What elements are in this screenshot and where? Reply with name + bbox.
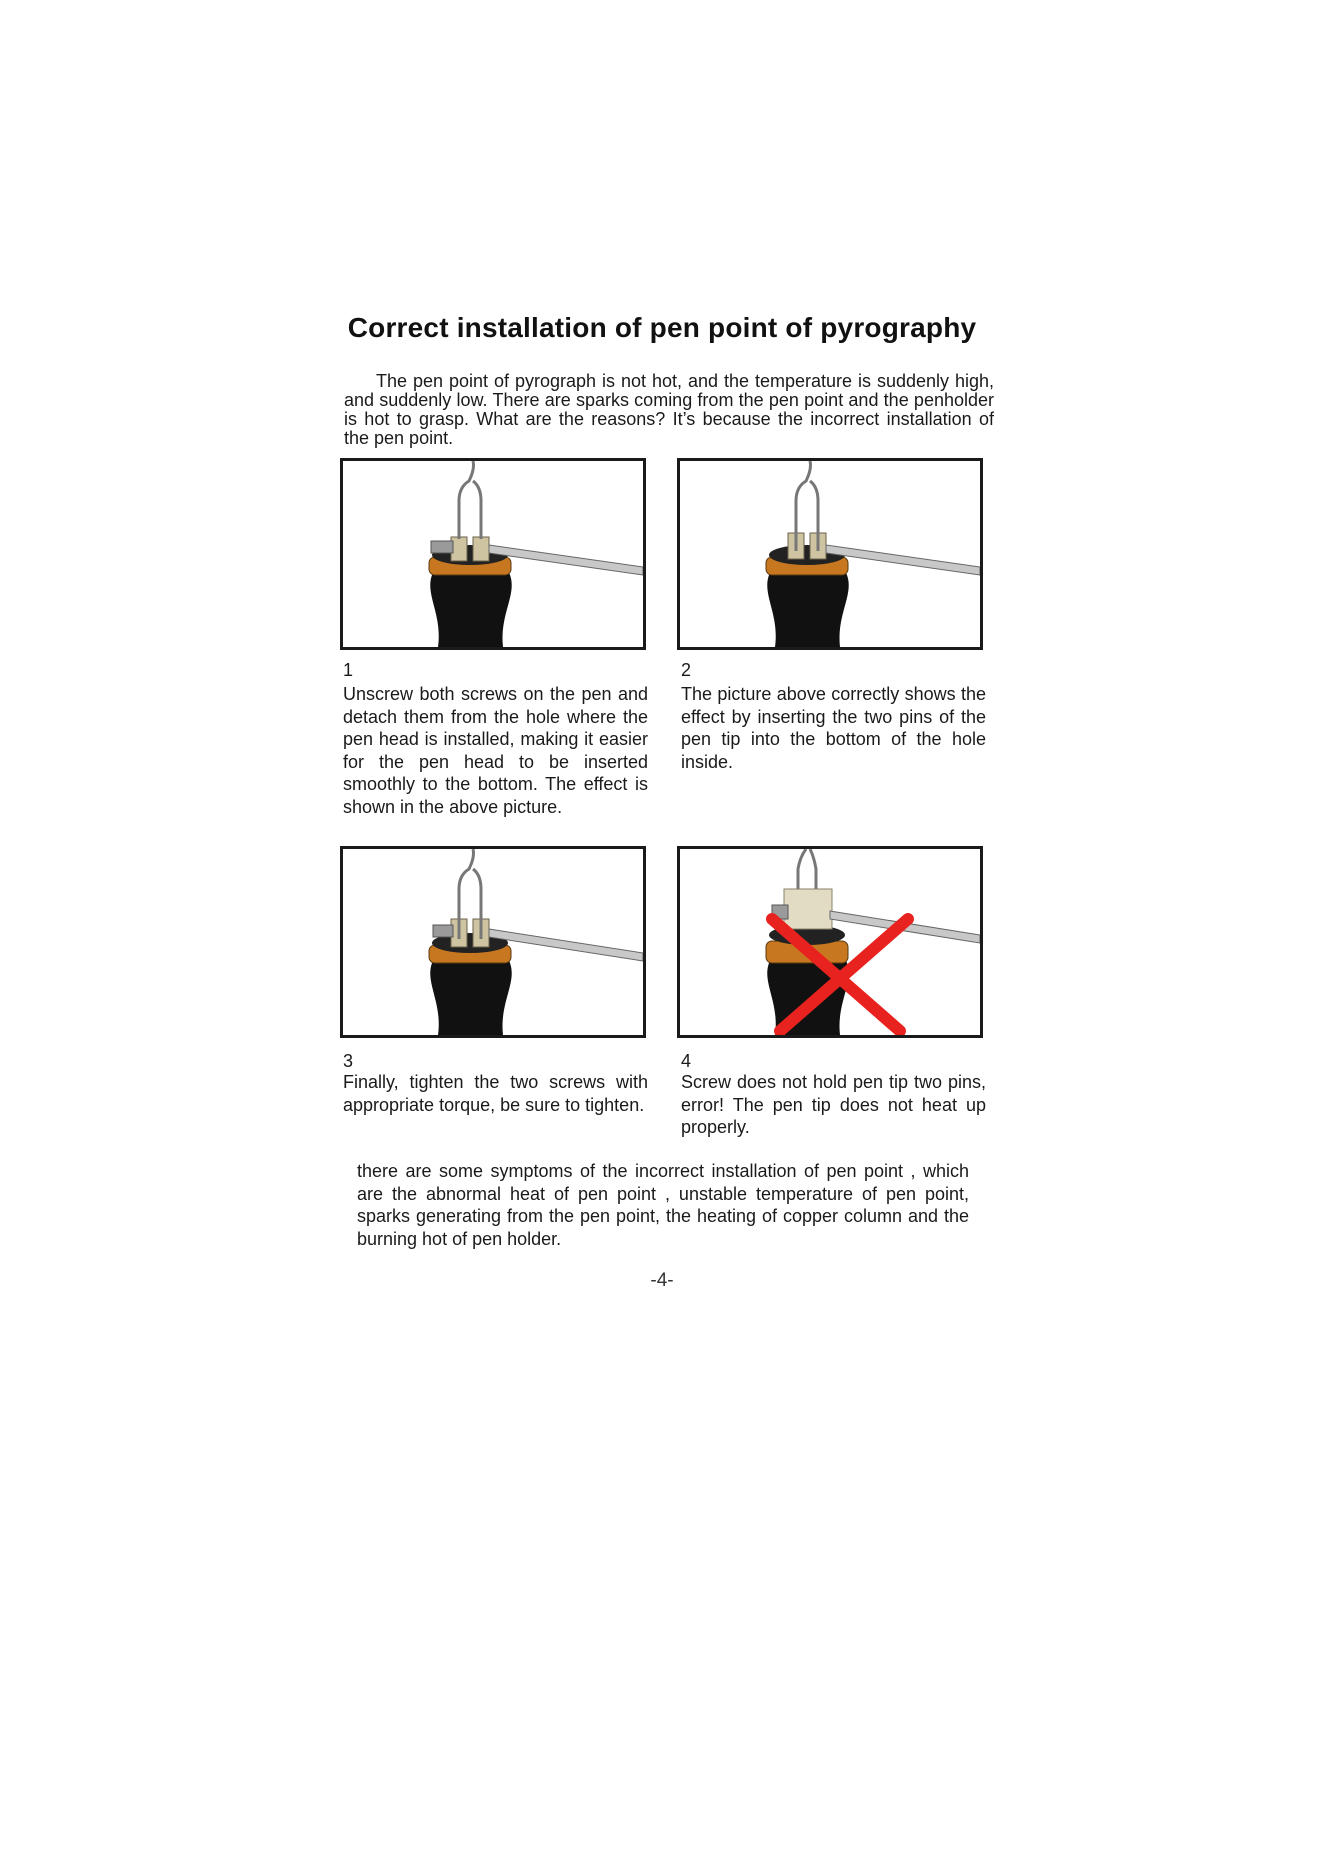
step-4-text: Screw does not hold pen tip two pins, error! The pen tip does not heat up properly. <box>681 1072 986 1138</box>
pen-illustration <box>343 849 643 1035</box>
page-title: Correct installation of pen point of pyrography <box>347 312 977 343</box>
step-4-image <box>677 846 983 1038</box>
step-4-number: 4 <box>681 1051 692 1071</box>
step-3-text: Finally, tighten the two screws with appropriate torque, be sure to tighten. <box>343 1072 648 1115</box>
pen-illustration <box>680 461 980 647</box>
intro-paragraph: The pen point of pyrograph is not hot, and the temperature is suddenly high, and suddenly low. There are sparks coming from the pen point and the penholder is hot to grasp. What are the reasons? It’s because the incorrect installation of the pen point. <box>344 371 994 448</box>
step-1-number: 1 <box>343 660 354 680</box>
pen-illustration <box>343 461 643 647</box>
step-3-image <box>340 846 646 1038</box>
pen-illustration <box>680 849 980 1035</box>
page-number: -4- <box>650 1270 674 1291</box>
step-1-text: Unscrew both screws on the pen and detach them from the hole where the pen head is installed, making it easier for the pen head to be inserted smoothly to the bottom. The effect is shown in the above picture. <box>343 684 648 817</box>
step-2-text: The picture above correctly shows the effect by inserting the two pins of the pen tip into the bottom of the hole inside. <box>681 684 986 772</box>
step-2-image <box>677 458 983 650</box>
symptoms-paragraph: there are some symptoms of the incorrect installation of pen point , which are the abnormal heat of pen point , unstable temperature of pen point, sparks generating from the pen point, the heating of copper column and the burning hot of pen holder. <box>357 1161 969 1249</box>
step-1-image <box>340 458 646 650</box>
step-3-number: 3 <box>343 1051 354 1071</box>
step-2-number: 2 <box>681 660 692 680</box>
